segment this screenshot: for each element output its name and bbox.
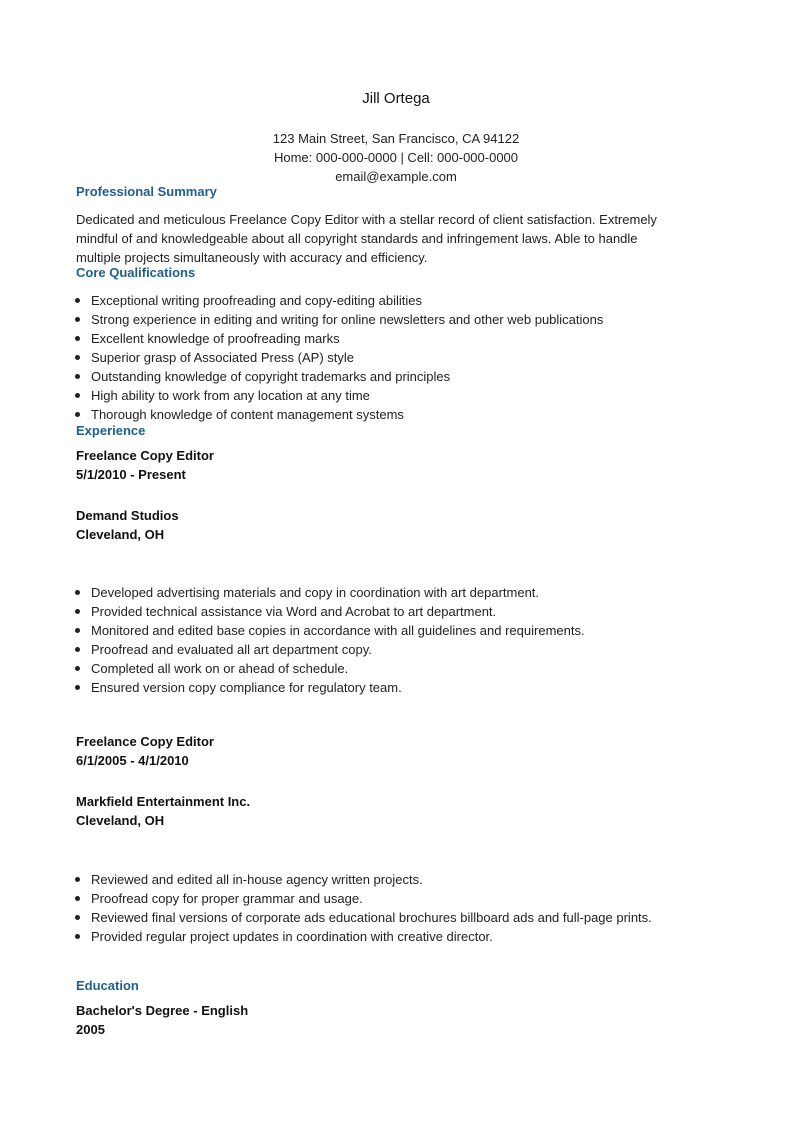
job-title: Freelance Copy Editor (76, 448, 214, 463)
job-title: Freelance Copy Editor (76, 734, 214, 749)
list-item: Superior grasp of Associated Press (AP) style (91, 348, 716, 367)
job-dates: 5/1/2010 - Present (76, 467, 186, 482)
list-item: Reviewed and edited all in-house agency written projects. (91, 870, 716, 889)
job-location: Cleveland, OH (76, 813, 165, 828)
list-item: Exceptional writing proofreading and copy-editing abilities (91, 291, 716, 310)
job-company: Demand Studios (76, 508, 179, 523)
job-company: Markfield Entertainment Inc. (76, 794, 251, 809)
list-item: Outstanding knowledge of copyright trademarks and principles (91, 367, 716, 386)
list-item: Developed advertising materials and copy in coordination with art department. (91, 583, 716, 602)
list-item: Strong experience in editing and writing for online newsletters and other web publications (91, 310, 716, 329)
job-dates: 6/1/2005 - 4/1/2010 (76, 753, 189, 768)
list-item: Ensured version copy compliance for regulatory team. (91, 678, 716, 697)
list-item: Provided technical assistance via Word and Acrobat to art department. (91, 602, 716, 621)
job-location: Cleveland, OH (76, 527, 165, 542)
list-item: Monitored and edited base copies in accordance with all guidelines and requirements. (91, 621, 716, 640)
summary-line-1: Dedicated and meticulous Freelance Copy Editor with a stellar record of client satisfaction. Extremely (76, 212, 657, 227)
qualifications-list (91, 291, 716, 424)
job-duties-list (91, 583, 716, 697)
list-item: Proofread copy for proper grammar and usage. (91, 889, 716, 908)
list-item: Proofread and evaluated all art department copy. (91, 640, 716, 659)
job-duties-list (91, 870, 716, 946)
summary-line-3: multiple projects simultaneously with accuracy and efficiency. (76, 250, 428, 265)
summary-heading: Professional Summary (76, 184, 217, 199)
education-heading: Education (76, 978, 139, 993)
list-item: Thorough knowledge of content management systems (91, 405, 716, 424)
list-item: Reviewed final versions of corporate ads educational brochures billboard ads and full-page prints. (91, 908, 716, 927)
list-item: High ability to work from any location at any time (91, 386, 716, 405)
qualifications-heading: Core Qualifications (76, 265, 196, 280)
address: 123 Main Street, San Francisco, CA 94122 (272, 131, 520, 146)
candidate-name: Jill Ortega (362, 90, 430, 107)
summary-line-2: mindful of and knowledgeable about all copyright standards and infringement laws. Able to handle (76, 231, 638, 246)
email: email@example.com (335, 169, 457, 184)
list-item: Completed all work on or ahead of schedule. (91, 659, 716, 678)
experience-heading: Experience (76, 423, 146, 438)
graduation-year: 2005 (76, 1022, 105, 1037)
phone-numbers: Home: 000-000-0000 | Cell: 000-000-0000 (273, 150, 519, 165)
list-item: Excellent knowledge of proofreading marks (91, 329, 716, 348)
degree: Bachelor's Degree - English (76, 1003, 249, 1018)
list-item: Provided regular project updates in coordination with creative director. (91, 927, 716, 946)
